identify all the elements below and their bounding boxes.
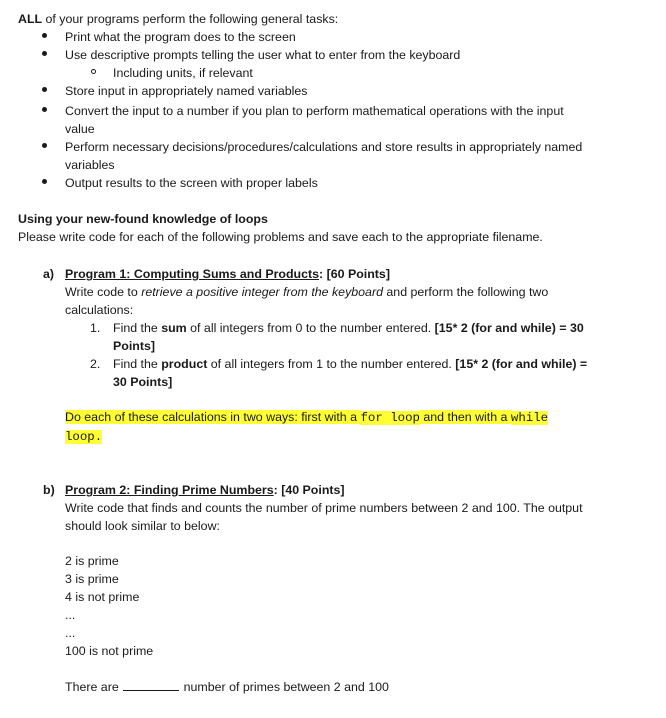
answer-blank xyxy=(123,678,179,691)
program1-heading xyxy=(65,265,390,283)
sub-bullet-icon xyxy=(91,69,96,74)
bullet-icon xyxy=(42,87,47,92)
output-line: 100 is not prime xyxy=(65,644,154,658)
note-code: loop. xyxy=(65,430,103,444)
program1-item-product xyxy=(113,355,587,373)
item-text: Find the xyxy=(113,357,162,371)
output-line: 3 is prime xyxy=(65,572,119,586)
output-ellipsis: ... xyxy=(65,626,76,640)
task-item: Print what the program does to the screen xyxy=(65,30,296,44)
output-line: 4 is not prime xyxy=(65,590,140,604)
summary-text: number of primes between 2 and 100 xyxy=(180,680,389,694)
summary-text: There are xyxy=(65,680,123,694)
item-text: of all integers from 1 to the number entered. xyxy=(207,357,456,371)
program2-description-cont: should look similar to below: xyxy=(65,519,220,533)
highlighted-note xyxy=(65,408,548,427)
item-points: [15* 2 (for and while) = xyxy=(455,357,588,371)
program2-description: Write code that finds and counts the number of prime numbers between 2 and 100. The output xyxy=(65,501,583,515)
task-subitem: Including units, if relevant xyxy=(113,66,253,80)
task-item: Perform necessary decisions/procedures/calculations and store results in appropriately named xyxy=(65,140,583,154)
note-text: and then with a xyxy=(419,410,511,424)
output-line: 2 is prime xyxy=(65,554,119,568)
item-number: 2. xyxy=(90,357,101,371)
item-number: 1. xyxy=(90,321,101,335)
task-item: Convert the input to a number if you plan to perform mathematical operations with the input xyxy=(65,104,564,118)
note-text: Do each of these calculations in two ways: first with a xyxy=(65,410,361,424)
intro-lead-bold: ALL xyxy=(18,12,43,26)
item-bold: sum xyxy=(161,321,187,335)
intro-lead-text: of your programs perform the following general tasks: xyxy=(42,12,339,26)
program2-points: : [40 Points] xyxy=(273,483,345,497)
item-text: of all integers from 0 to the number entered. xyxy=(186,321,435,335)
bullet-icon xyxy=(42,143,47,148)
loops-heading: Using your new-found knowledge of loops xyxy=(18,212,268,226)
item-bold: product xyxy=(161,357,208,371)
note-code: for loop xyxy=(360,411,420,425)
task-item-cont: value xyxy=(65,122,95,136)
task-item: Store input in appropriately named variables xyxy=(65,84,308,98)
item-text: Find the xyxy=(113,321,162,335)
bullet-icon xyxy=(42,33,47,38)
program1-title: Program 1: Computing Sums and Products xyxy=(65,267,320,281)
program1-marker: a) xyxy=(43,267,55,281)
bullet-icon xyxy=(42,51,47,56)
program2-marker: b) xyxy=(43,483,55,497)
loops-instruction: Please write code for each of the following problems and save each to the appropriate filename. xyxy=(18,230,543,244)
task-item-cont: variables xyxy=(65,158,115,172)
note-code: while xyxy=(510,411,549,425)
intro-heading xyxy=(18,10,338,28)
output-ellipsis: ... xyxy=(65,608,76,622)
program1-description-cont: calculations: xyxy=(65,303,134,317)
output-summary xyxy=(65,678,389,696)
highlighted-note-cont xyxy=(65,427,102,446)
item-points-cont: 30 Points] xyxy=(113,375,173,389)
program1-description xyxy=(65,283,548,301)
desc-italic: retrieve a positive integer from the keyboard xyxy=(141,285,383,299)
desc-text: Write code to xyxy=(65,285,142,299)
task-item: Output results to the screen with proper labels xyxy=(65,176,318,190)
program2-heading xyxy=(65,481,345,499)
program1-item-sum xyxy=(113,319,584,337)
item-points-cont: Points] xyxy=(113,339,155,353)
program1-points: : [60 Points] xyxy=(319,267,390,281)
desc-text: and perform the following two xyxy=(382,285,549,299)
bullet-icon xyxy=(42,107,47,112)
program2-title: Program 2: Finding Prime Numbers xyxy=(65,483,274,497)
bullet-icon xyxy=(42,179,47,184)
task-item: Use descriptive prompts telling the user what to enter from the keyboard xyxy=(65,48,461,62)
item-points: [15* 2 (for and while) = 30 xyxy=(434,321,584,335)
